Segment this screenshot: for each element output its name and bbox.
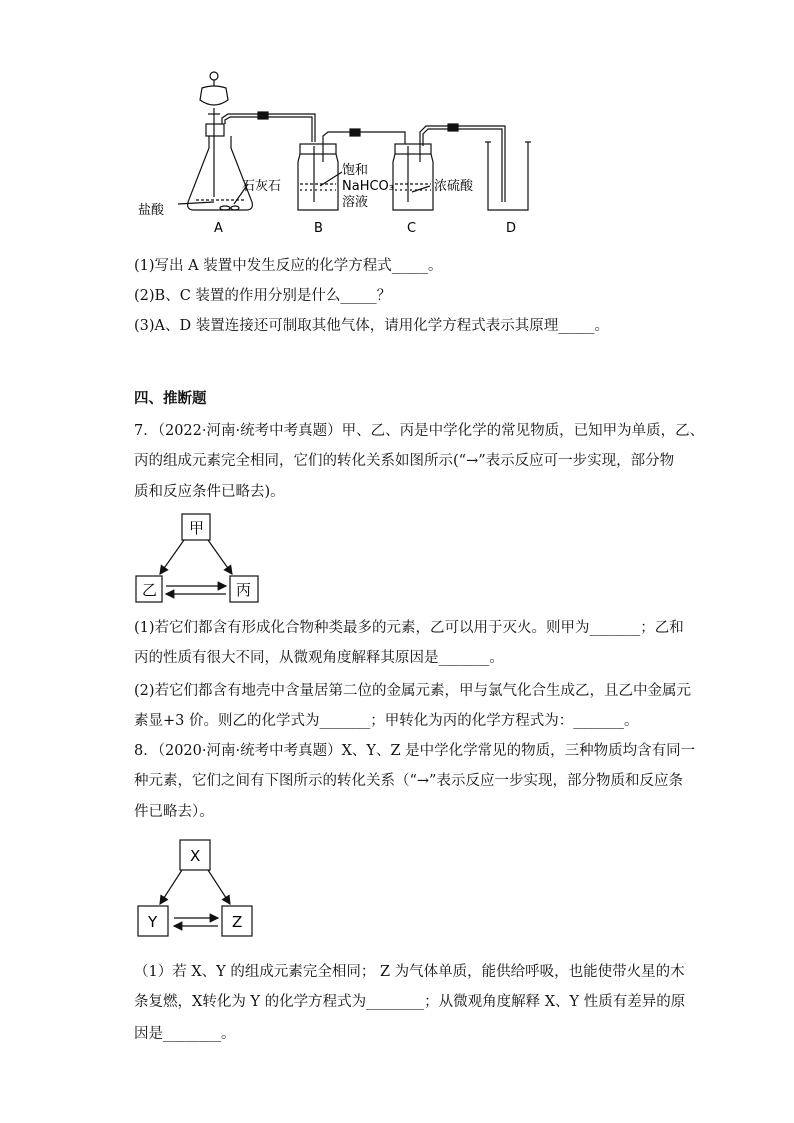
q7-part2-line2: 素显+3 价。则乙的化学式为_______；甲转化为丙的化学方程式为：_______。 — [134, 713, 639, 729]
q8-node-left: Y — [148, 913, 158, 931]
q7-transformation-diagram — [130, 510, 270, 606]
q7-stem-line2: 丙的组成元素完全相同，它们的转化关系如图所示(“→”表示反应可一步实现，部分物 — [134, 453, 675, 469]
label-c: C — [407, 221, 417, 236]
label-h2so4: 浓硫酸 — [434, 179, 474, 194]
q8-node-top: X — [190, 847, 201, 865]
section-title: 四、推断题 — [134, 390, 207, 407]
q7-part1-line1: (1)若它们都含有形成化合物种类最多的元素，乙可以用于灭火。则甲为_______；乙和 — [134, 620, 684, 636]
q7-node-right: 丙 — [236, 581, 252, 599]
q7-stem-line1: 7．（2022·河南·统考中考真题）甲、乙、丙是中学化学的常见物质，已知甲为单质，乙、 — [134, 423, 705, 439]
q7-stem-line3: 质和反应条件已略去)。 — [134, 484, 285, 500]
label-limestone: 石灰石 — [242, 179, 282, 194]
q7-node-left: 乙 — [142, 581, 158, 599]
q6-part3: (3)A、D 装置连接还可制取其他气体，请用化学方程式表示其原理_____。 — [134, 318, 609, 334]
label-a: A — [214, 221, 223, 236]
q7-part2-line1: (2)若它们都含有地壳中含量居第二位的金属元素，甲与氯气化合生成乙，且乙中金属元 — [134, 683, 692, 699]
q8-part1-line3: 因是________。 — [134, 1026, 236, 1042]
q8-node-right: Z — [232, 913, 243, 931]
q6-part2: (2)B、C 装置的作用分别是什么_____？ — [134, 288, 392, 304]
q8-part1-line2: 条复燃，X转化为 Y 的化学方程式为________；从微观角度解释 X、Y 性质有差异的原 — [134, 994, 686, 1010]
q8-transformation-diagram — [134, 838, 258, 938]
label-hcl: 盐酸 — [138, 203, 165, 218]
label-nahco3: NaHCO₃ — [342, 179, 394, 194]
q8-stem-line3: 件已略去）。 — [134, 804, 214, 820]
label-d: D — [506, 221, 517, 236]
q8-stem-line1: 8．（2020·河南·统考中考真题）X、Y、Z 是中学化学常见的物质，三种物质均含有同一 — [134, 743, 696, 759]
q7-node-top: 甲 — [189, 519, 205, 537]
q8-part1-line1: （1）若 X、Y 的组成元素完全相同； Z 为气体单质，能供给呼吸，也能使带火星的木 — [134, 964, 685, 980]
gas-apparatus-figure — [130, 62, 550, 242]
label-b: B — [314, 221, 323, 236]
label-solution: 溶液 — [342, 195, 369, 210]
q6-part1: (1)写出 A 装置中发生反应的化学方程式_____。 — [134, 258, 443, 274]
q8-stem-line2: 种元素，它们之间有下图所示的转化关系（“→”表示反应一步实现，部分物质和反应条 — [134, 773, 683, 789]
label-saturated: 饱和 — [342, 163, 369, 178]
q7-part1-line2: 丙的性质有很大不同，从微观角度解释其原因是_______。 — [134, 650, 504, 666]
